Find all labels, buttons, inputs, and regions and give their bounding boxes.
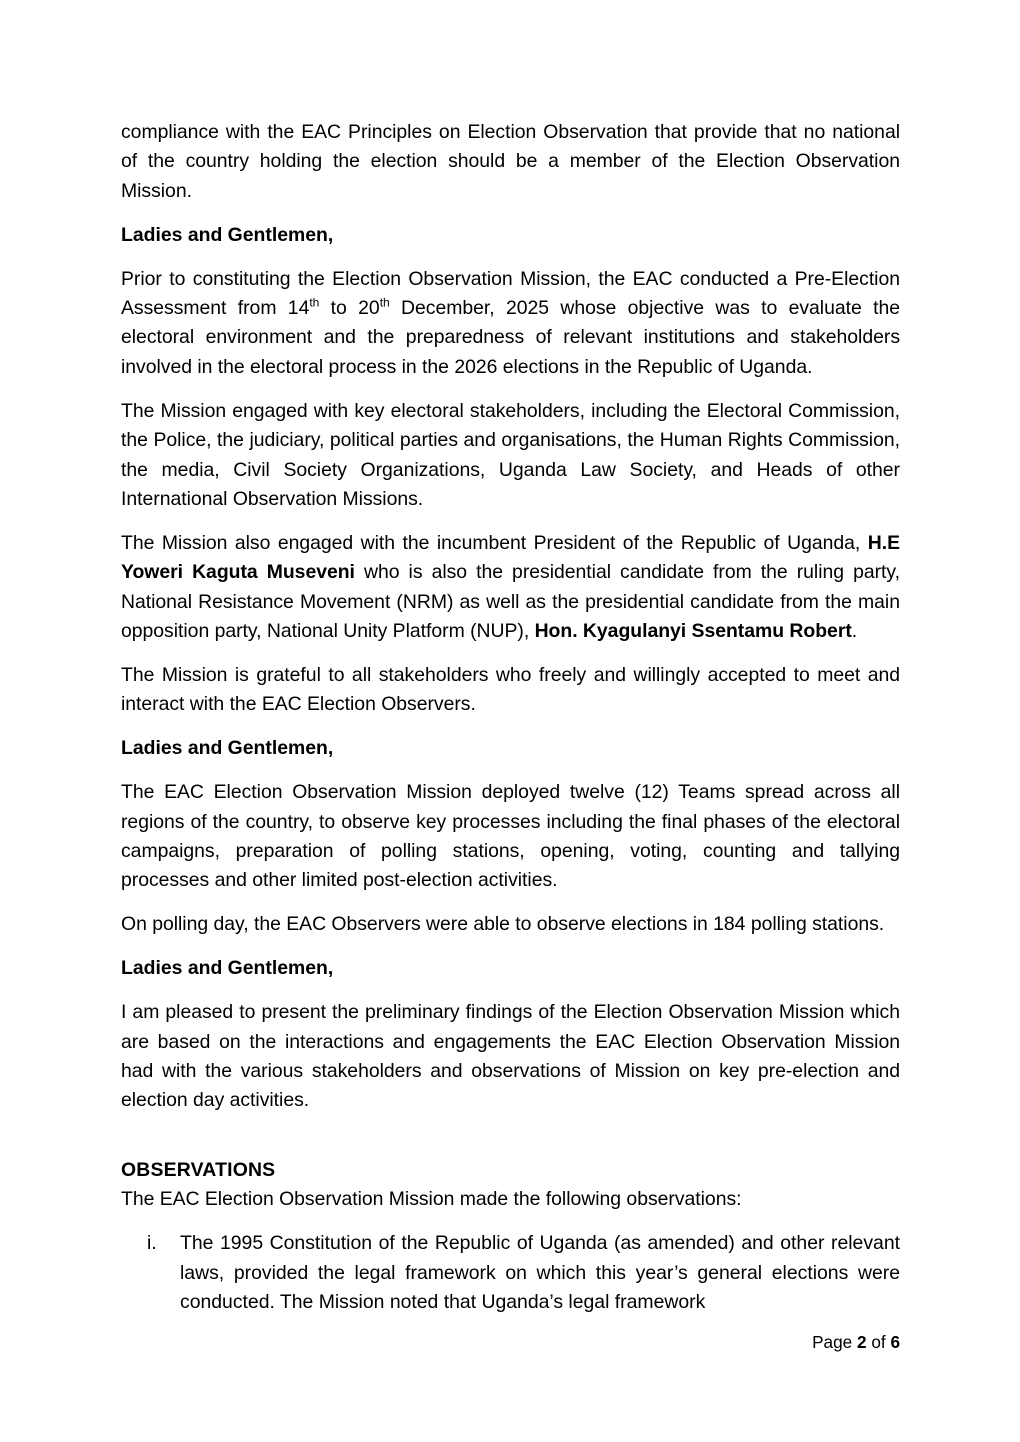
- list-item: [121, 1229, 900, 1317]
- paragraph-pre-election-assessment: [121, 265, 900, 383]
- name-kyagulanyi: Hon. Kyagulanyi Ssentamu Robert: [534, 620, 852, 643]
- observations-list: [121, 1229, 900, 1317]
- incumbent-text-part1: The Mission also engaged with the incumbent President of the Republic of Uganda,: [121, 531, 868, 554]
- list-item-text: The 1995 Constitution of the Republic of Uganda (as amended) and other relevant laws, provided the legal framework on which this year’s general elections were conducted. The Mission noted that Uganda’s legal framework: [180, 1232, 900, 1313]
- pre-election-text-part3: December, 2025 whose objective was to evaluate the electoral environment and the preparedness of relevant institutions and stakeholders involved in the electoral process in the 2026 elections in the Republic of Uganda.: [121, 297, 900, 378]
- footer-prefix: Page: [812, 1332, 857, 1352]
- salutation-heading-1: Ladies and Gentlemen,: [121, 223, 334, 246]
- ordinal-suffix-20th: th: [379, 295, 390, 310]
- footer-current-page: 2: [856, 1332, 867, 1352]
- paragraph-compliance: compliance with the EAC Principles on Election Observation that provide that no national of the country holding the election should be a member of the Election Observation Mission.: [121, 121, 900, 202]
- heading-observations: OBSERVATIONS: [121, 1158, 276, 1181]
- paragraph-preliminary-findings: I am pleased to present the preliminary findings of the Election Observation Mission which are based on the interactions and engagements the EAC Election Observation Mission had with the various stakeholders and observations of Mission on key pre-election and election day activities.: [121, 1001, 900, 1112]
- pre-election-text-part1: Prior to constituting the Election Observation Mission, the EAC conducted a Pre-Election Assessment from 14: [121, 267, 900, 320]
- salutation-heading-3: Ladies and Gentlemen,: [121, 957, 334, 980]
- paragraph-incumbent-president: [121, 529, 900, 647]
- page-body: [121, 118, 900, 1332]
- paragraph-gratitude: The Mission is grateful to all stakeholders who freely and willingly accepted to meet and interact with the EAC Election Observers.: [121, 664, 900, 716]
- ordinal-suffix-14th: th: [309, 295, 320, 310]
- incumbent-text-part3: .: [851, 620, 858, 643]
- name-museveni: H.E Yoweri Kaguta Museveni: [121, 531, 900, 584]
- pre-election-text-part2: to 20: [319, 297, 380, 320]
- salutation-heading-2: Ladies and Gentlemen,: [121, 737, 334, 760]
- paragraph-stakeholders-engaged: The Mission engaged with key electoral stakeholders, including the Electoral Commission, the Police, the judiciary, political parties and organisations, the Human Rights Commission, the media, Civil Society Organizations, Uganda Law Society, and Heads of other International Observation Missions.: [121, 399, 900, 510]
- paragraph-polling-day: On polling day, the EAC Observers were able to observe elections in 184 polling stations.: [121, 913, 885, 936]
- footer-middle: of: [866, 1332, 891, 1352]
- incumbent-text-part2: who is also the presidential candidate from the ruling party, National Resistance Movement (NRM) as well as the presidential candidate from the main opposition party, National Unity Platform (NUP),: [121, 561, 901, 643]
- page-footer: [121, 1330, 900, 1354]
- paragraph-teams-deployed: The EAC Election Observation Mission deployed twelve (12) Teams spread across all regions of the country, to observe key processes including the final phases of the electoral campaigns, preparation of polling stations, opening, voting, counting and tallying processes and other limited post-election activities.: [121, 781, 900, 892]
- footer-total-pages: 6: [890, 1332, 900, 1352]
- list-item-marker: i.: [147, 1232, 157, 1255]
- paragraph-observations-intro: The EAC Election Observation Mission made the following observations:: [121, 1188, 742, 1211]
